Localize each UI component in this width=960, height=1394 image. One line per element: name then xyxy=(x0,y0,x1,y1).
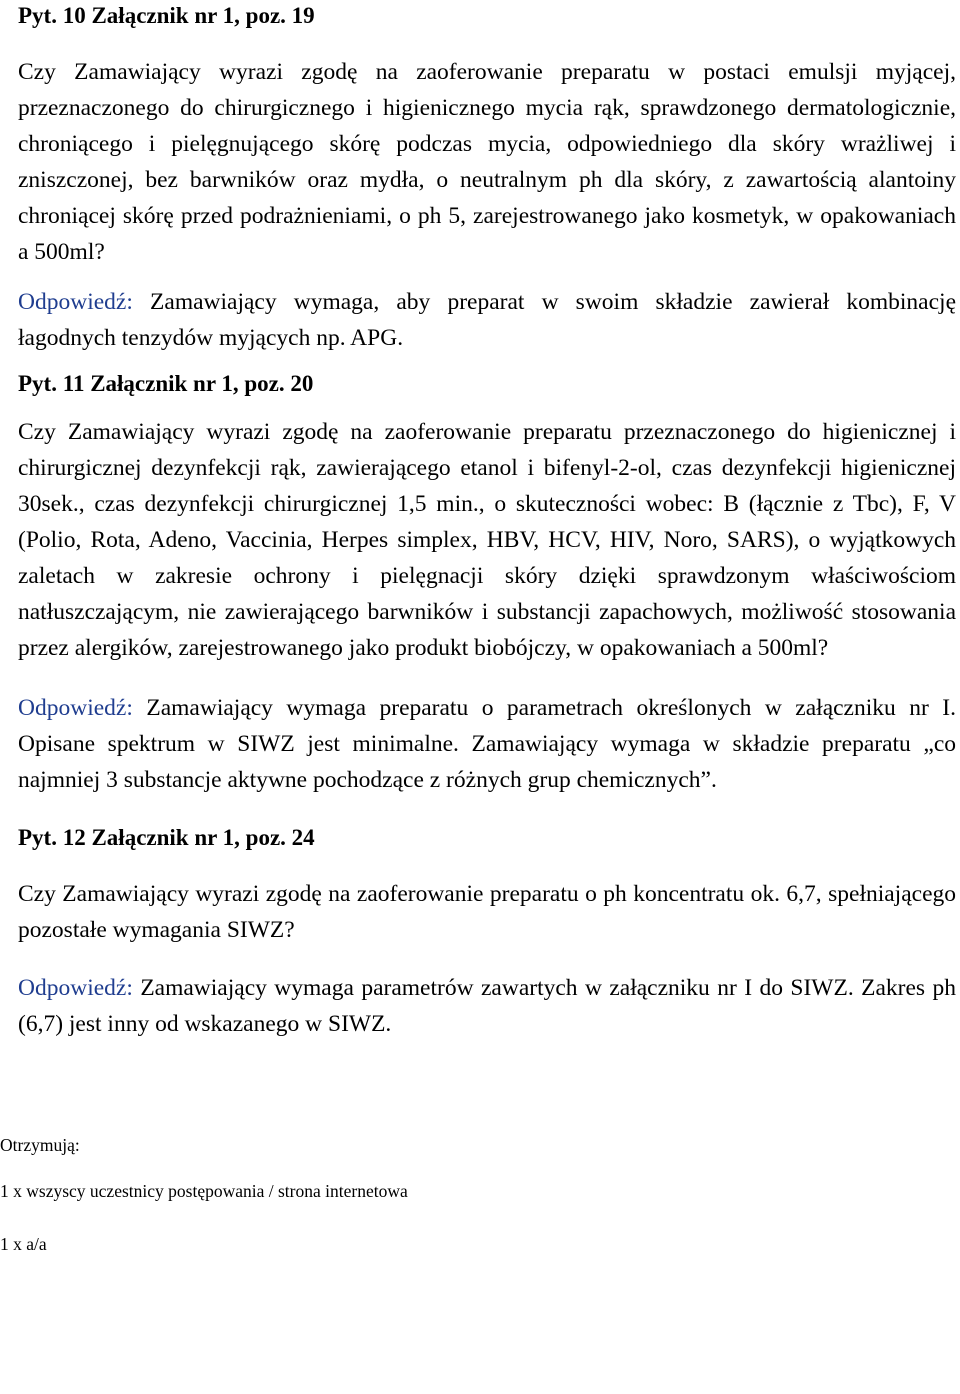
question-11-heading: Pyt. 11 Załącznik nr 1, poz. 20 xyxy=(18,371,314,396)
answer-10 xyxy=(18,284,956,356)
answer-12-label: Odpowiedź: xyxy=(18,975,133,1001)
recipients-block xyxy=(0,1134,956,1255)
answer-12 xyxy=(18,970,956,1042)
question-10-heading: Pyt. 10 Załącznik nr 1, poz. 19 xyxy=(18,3,315,28)
answer-12-text: Zamawiający wymaga parametrów zawartych w załączniku nr I do SIWZ. Zakres ph (6,7) jest inny od wskazanego w SIWZ. xyxy=(18,975,957,1037)
answer-10-text: Zamawiający wymaga, aby preparat w swoim składzie zawierał kombinację łagodnych tenzydów myjących np. APG. xyxy=(18,289,956,351)
question-12-text: Czy Zamawiający wyrazi zgodę na zaoferowanie preparatu o ph koncentratu ok. 6,7, spełniającego pozostałe wymagania SIWZ? xyxy=(18,881,956,943)
recipient-item: 1 x wszyscy uczestnicy postępowania / strona internetowa xyxy=(0,1181,408,1201)
question-11-text: Czy Zamawiający wyrazi zgodę na zaoferowanie preparatu przeznaczonego do higienicznej i chirurgicznej dezynfekcji rąk, zawierającego etanol i bifenyl-2-ol, czas dezynfekcji higienicznej 30sek., czas dezynfekcji chirurgicznej 1,5 min., o skuteczności wobec: B (łącznie z Tbc), F, V (Polio, Rota, Adeno, Vaccinia, Herpes simplex, HBV, HCV, HIV, Noro, SARS), o wyjątkowych zaletach w zakresie ochrony i pielęgnacji skóry dzięki sprawdzonym właściwościom natłuszczającym, nie zawierającego barwników i substancji zapachowych, możliwość stosowania przez alergików, zarejestrowanego jako produkt biobójczy, w opakowaniach a 500ml? xyxy=(18,419,956,661)
recipient-item: 1 x a/a xyxy=(0,1234,47,1254)
answer-11-text: Zamawiający wymaga preparatu o parametrach określonych w załączniku nr I. Opisane spektrum w SIWZ jest minimalne. Zamawiający wymaga w składzie preparatu „co najmniej 3 substancje aktywne pochodzące z różnych grup chemicznych”. xyxy=(18,695,957,793)
answer-11-label: Odpowiedź: xyxy=(18,695,133,721)
recipients-label: Otrzymują: xyxy=(0,1135,80,1155)
question-12-heading: Pyt. 12 Załącznik nr 1, poz. 24 xyxy=(18,825,315,850)
answer-11 xyxy=(18,690,956,798)
answer-10-label: Odpowiedź: xyxy=(18,289,133,315)
question-10-text: Czy Zamawiający wyrazi zgodę na zaoferowanie preparatu w postaci emulsji myjącej, przeznaczonego do chirurgicznego i higienicznego mycia rąk, sprawdzonego dermatologicznie, chroniącego i pielęgnującego skórę podczas mycia, odpowiedniego dla skóry wrażliwej i zniszczonej, bez barwników oraz mydła, o neutralnym ph dla skóry, z zawartością alantoiny chroniącej skórę przed podrażnieniami, o ph 5, zarejestrowanego jako kosmetyk, w opakowaniach a 500ml? xyxy=(18,59,956,265)
